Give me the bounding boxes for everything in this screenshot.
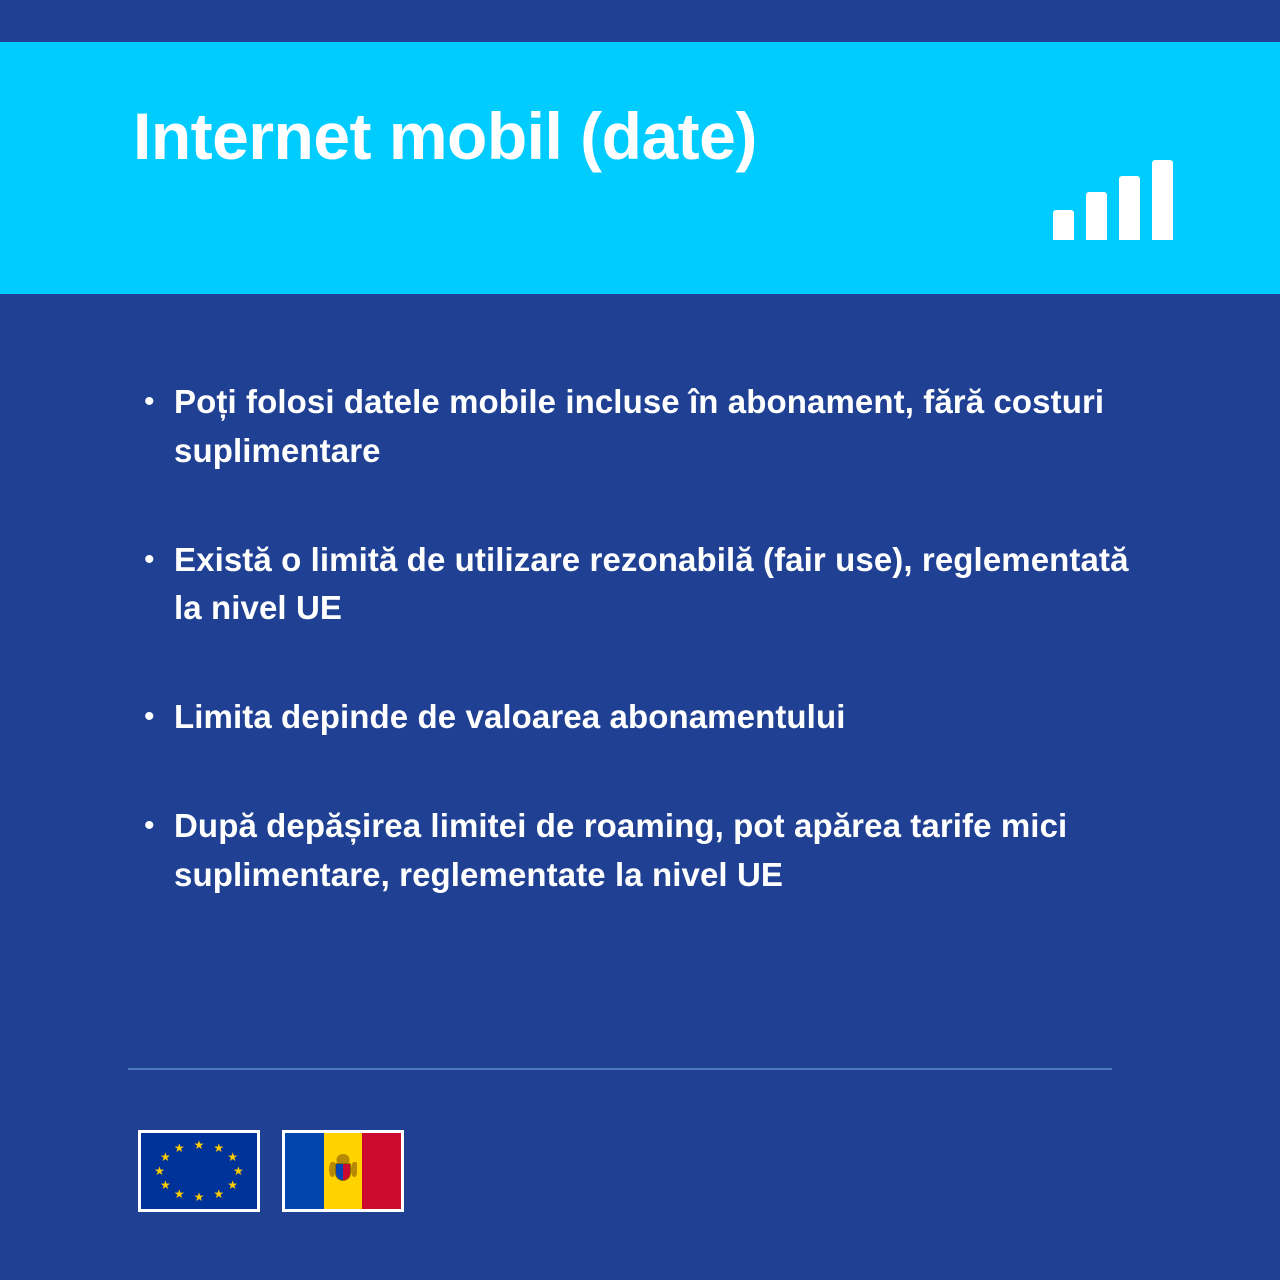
bullet-marker-icon: • [144, 542, 155, 576]
bullet-text: Există o limită de utilizare rezonabilă (fair use), reglementată la nivel UE [174, 540, 1129, 627]
moldova-flag [282, 1130, 404, 1212]
moldova-flag-blue-stripe [285, 1133, 324, 1209]
european-union-flag [138, 1130, 260, 1212]
bullet-marker-icon: • [144, 385, 155, 418]
list-item [140, 802, 1150, 900]
bullet-text: Limita depinde de valoarea abonamentului [174, 698, 846, 736]
signal-bars-icon [1053, 160, 1175, 240]
bullet-text: După depășirea limitei de roaming, pot apărea tarife mici suplimentare, reglementate la nivel UE [174, 807, 1068, 893]
list-item [140, 693, 1150, 742]
bullet-list [140, 378, 1150, 900]
moldova-flag-yellow-stripe [324, 1133, 363, 1209]
moldova-flag-red-stripe [362, 1133, 401, 1209]
bullet-marker-icon: • [144, 700, 155, 734]
footer-divider [128, 1068, 1112, 1070]
page-title: Internet mobil (date) [133, 99, 757, 173]
bullet-marker-icon: • [144, 809, 155, 843]
eu-stars: ★ ★ ★ ★ ★ ★ ★ ★ ★ ★ ★ ★ [154, 1138, 244, 1204]
moldova-coat-of-arms-icon [330, 1154, 356, 1188]
header-band [0, 42, 1280, 294]
list-item [140, 378, 1150, 476]
list-item [140, 536, 1150, 634]
bullet-text: Poți folosi datele mobile incluse în abonament, fără costuri suplimentare [174, 383, 1105, 469]
footer-flags [138, 1130, 404, 1212]
